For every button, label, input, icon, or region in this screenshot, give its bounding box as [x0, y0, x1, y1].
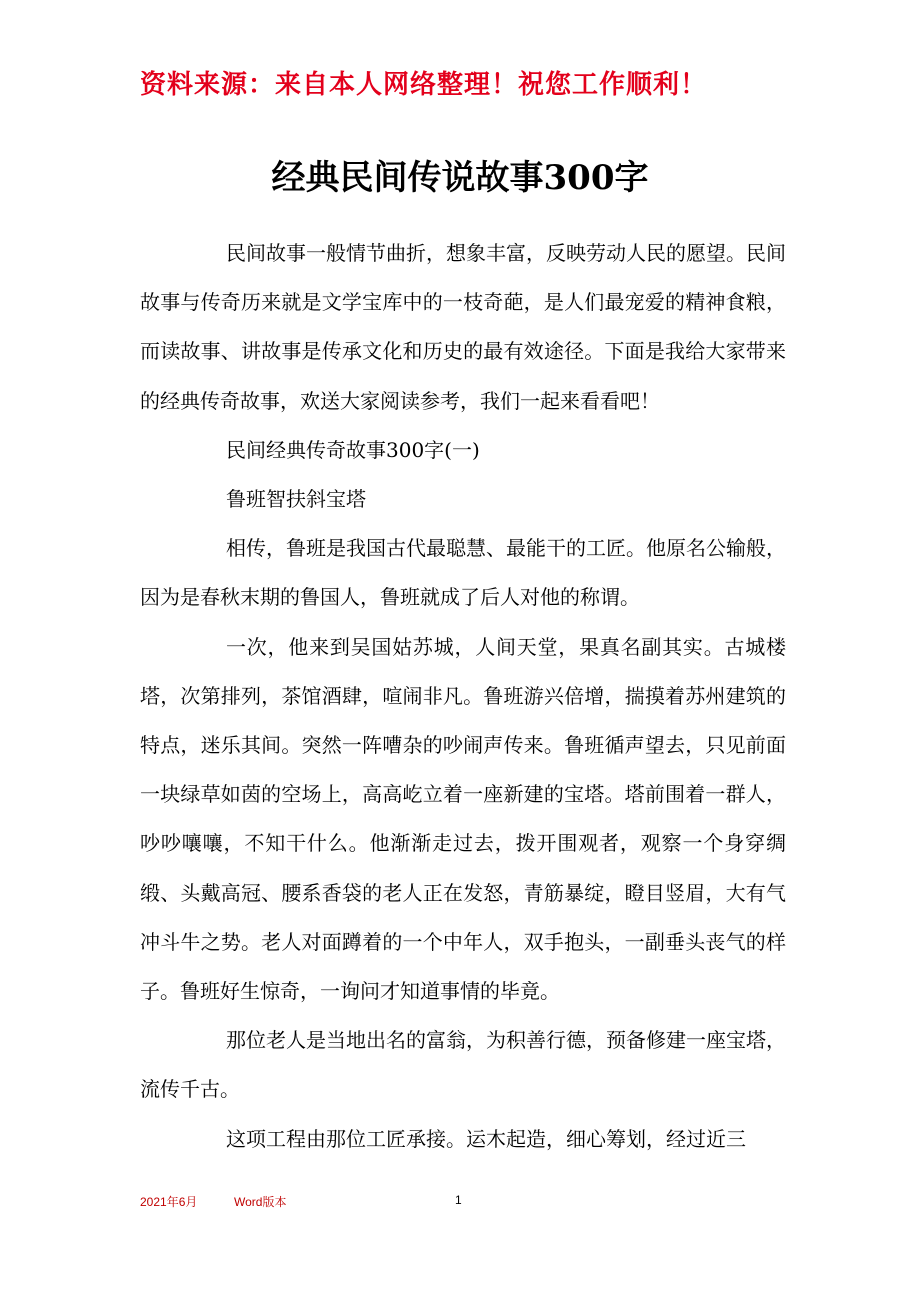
story-title: 鲁班智扶斜宝塔 — [226, 487, 366, 512]
source-note: 资料来源：来自本人网络整理！祝您工作顺利！ — [140, 70, 708, 100]
footer-date: 2021年6月 — [140, 1195, 198, 1209]
paragraph: 这项工程由那位工匠承接。运木起造，细心筹划，经过近三 — [226, 1126, 746, 1151]
page-number: 1 — [455, 1193, 462, 1207]
document-body — [140, 229, 786, 1164]
paragraph: 一次，他来到吴国姑苏城，人间天堂，果真名副其实。古城楼塔，次第排列，茶馆酒肆，喧闹非凡。鲁班游兴倍增，揣摸着苏州建筑的特点，迷乐其间。突然一阵嘈杂的吵闹声传来。鲁班循声望去，只见前面一块绿草如茵的空场上，高高屹立着一座新建的宝塔。塔前围着一群人，吵吵嚷嚷，不知干什么。他渐渐走过去，拨开围观者，观察一个身穿绸缎、头戴高冠、腰系香袋的老人正在发怒，青筋暴绽，瞪目竖眉，大有气冲斗牛之势。老人对面蹲着的一个中年人，双手抱头，一副垂头丧气的样子。鲁班好生惊奇，一询问才知道事情的毕竟。 — [140, 634, 786, 1004]
footer-version: Word版本 — [234, 1195, 287, 1209]
document-title: 经典民间传说故事300字 — [271, 158, 649, 198]
section-heading: 民间经典传奇故事300字(一) — [226, 437, 480, 462]
paragraph: 相传，鲁班是我国古代最聪慧、最能干的工匠。他原名公输般，因为是春秋末期的鲁国人，鲁班就成了后人对他的称谓。 — [140, 536, 786, 610]
paragraph-intro: 民间故事一般情节曲折，想象丰富，反映劳动人民的愿望。民间故事与传奇历来就是文学宝库中的一枝奇葩，是人们最宠爱的精神食粮，而读故事、讲故事是传承文化和历史的最有效途径。下面是我给大家带来的经典传奇故事，欢送大家阅读参考，我们一起来看看吧！ — [140, 241, 786, 413]
paragraph: 那位老人是当地出名的富翁，为积善行德，预备修建一座宝塔，流传千古。 — [140, 1028, 786, 1102]
